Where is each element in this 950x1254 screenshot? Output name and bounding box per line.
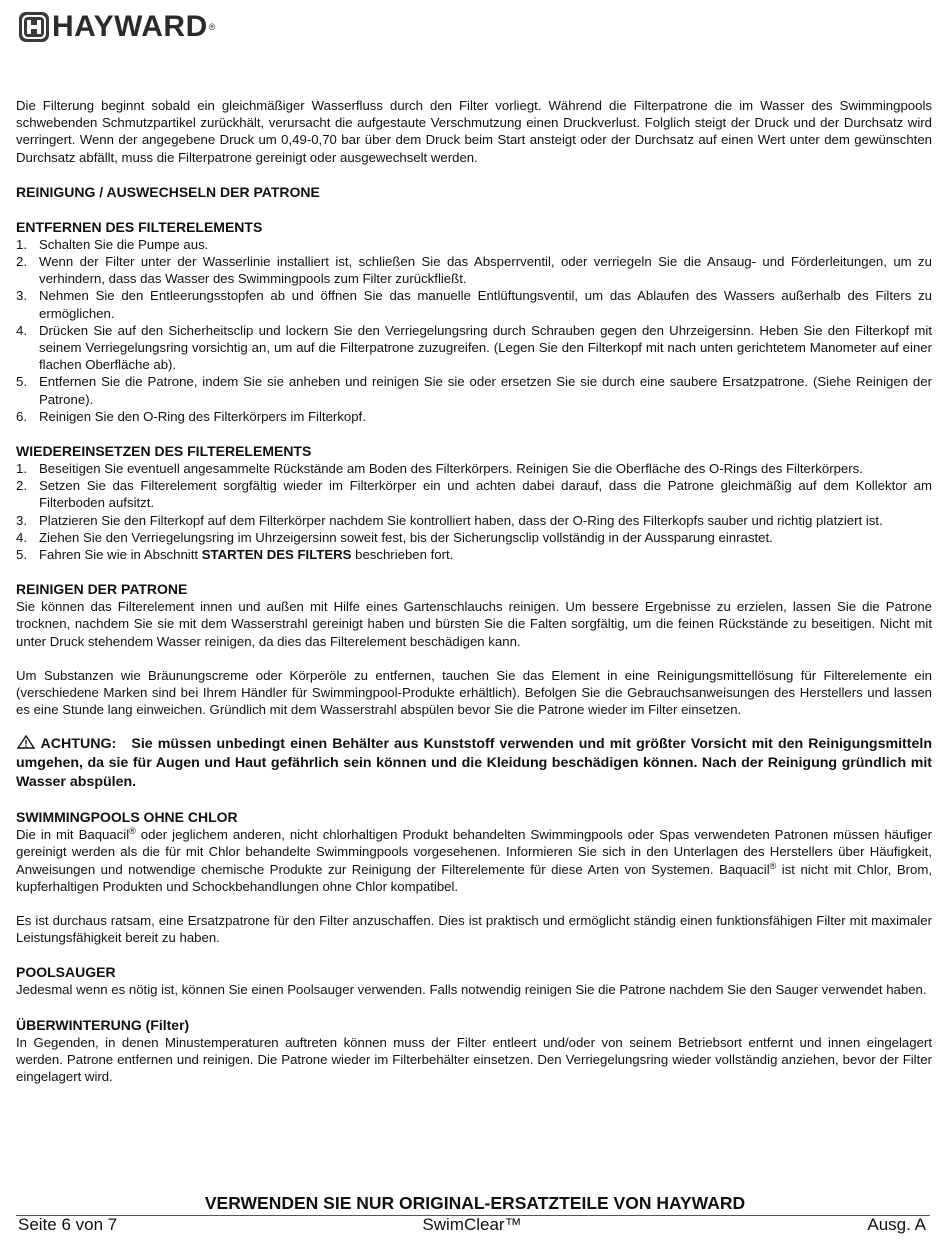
clean-paragraph-1: Sie können das Filterelement innen und außen mit Hilfe eines Gartenschlauchs reinigen. Um bessere Ergebnisse zu erzielen, lassen Sie die Patrone trocknen, nachdem Sie sie mit dem Wasserstrahl gereinigt haben und bürsten Sie die Falten sorgfältig, um die feinen Rückstände zu beseitigen. Nicht mit unter Druck stehendem Wasser reinigen, da dies das Filterelement beschädigen kann. <box>16 599 932 649</box>
warning-label: ACHTUNG: <box>40 736 117 753</box>
brand-name: HAYWARD <box>52 10 208 43</box>
list-item: 5. Fahren Sie wie in Abschnitt STARTEN DES FILTERS beschrieben fort. <box>16 547 454 563</box>
reinsert-heading: WIEDEREINSETZEN DES FILTERELEMENTS <box>16 443 312 460</box>
warning-triangle-icon <box>16 735 36 749</box>
remove-heading: ENTFERNEN DES FILTERELEMENTS <box>16 218 263 235</box>
winter-heading: ÜBERWINTERUNG (Filter) <box>16 1016 190 1033</box>
list-item: 3. Nehmen Sie den Entleerungsstopfen ab und öffnen Sie das manuelle Entlüftungsventil, um das Ablaufen des Wassers außerhalb des Filters zu ermöglichen. <box>16 288 932 321</box>
section-reference: STARTEN DES FILTERS <box>201 547 352 563</box>
chlorine-heading: SWIMMINGPOOLS OHNE CHLOR <box>16 809 238 826</box>
spare-cartridge-paragraph: Es ist durchaus ratsam, eine Ersatzpatrone für den Filter anzuschaffen. Dies ist praktisch und ermöglicht ständig einen funktionsfähigen Filter mit maximaler Leistungsfähigkeit bereit zu haben. <box>16 913 932 946</box>
remove-steps-list <box>16 236 932 425</box>
list-item: 4. Drücken Sie auf den Sicherheitsclip und lockern Sie den Verriegelungsring durch Schrauben gegen den Uhrzeigersinn. Heben Sie den Filterkopf mit seinem Verriegelungsring vorsichtig an, um auf die Filterpatrone zuzugreifen. (Legen Sie den Filterkopf mit nach unten gerichtetem Manometer auf einer flachen Oberfläche ab). <box>16 322 932 373</box>
registered-mark: ® <box>208 22 216 32</box>
reinsert-steps-list <box>16 460 932 563</box>
list-item: 2. Wenn der Filter unter der Wasserlinie installiert ist, schließen Sie das Absperrventil, oder verriegeln Sie die Ansaug- und Förderleitungen, um zu verhindern, dass das Wasser des Swimmingpools zum Filter zurückfließt. <box>16 254 932 287</box>
clean-paragraph-2: Um Substanzen wie Bräunungscreme oder Körperöle zu entfernen, tauchen Sie das Element in eine Reinigungsmittellösung für Filterelemente ein (verschiedene Marken sind bei Ihrem Händler für Swimmingpool-Produkte erhältlich). Befolgen Sie die Gebrauchsanweisungen des Herstellers und lassen es eine Stunde lang einweichen. Gründlich mit dem Wasserstrahl abspülen bevor Sie die Patrone wieder im Filter einsetzen. <box>16 667 932 718</box>
document-body <box>16 97 932 1085</box>
warning-text: Sie müssen unbedingt einen Behälter aus Kunststoff verwenden und mit größter Vorsicht mit den Reinigungsmitteln umgehen, da sie für Augen und Haut gefährlich sein können und die Kleidung beschädigen können. Nach der Reinigung gründlich mit Wasser abspülen. <box>16 736 932 790</box>
intro-paragraph: Die Filterung beginnt sobald ein gleichmäßiger Wasserfluss durch den Filter vorliegt. Während die Filterpatrone die im Wasser des Swimmingpools schwebenden Schmutzpartikel zurückhält, verursacht die aufgestaute Verschmutzung einen Druckverlust. Folglich steigt der Druck und der Durchsatz wird verringert. Wenn der angegebene Druck um 0,49-0,70 bar über dem Druck beim Start ansteigt oder der Durchsatz auf einen Wert unter dem gewünschten Durchsatz abfällt, muss die Filterpatrone gereinigt oder ausgewechselt werden. <box>16 98 932 165</box>
page-footer <box>18 1215 926 1235</box>
list-item: 3. Platzieren Sie den Filterkopf auf dem Filterkörper nachdem Sie kontrolliert haben, dass der O-Ring des Filterkopfs sauber und richtig platziert ist. <box>16 512 883 528</box>
list-item: 1. Schalten Sie die Pumpe aus. <box>16 236 209 252</box>
winter-paragraph: In Gegenden, in denen Minustemperaturen auftreten können muss der Filter entleert und/oder von seinem Betriebsort entfernt und innen eingelagert werden. Patrone entfernen und reinigen. Die Patrone wieder im Filterbehälter einsetzen. Den Verriegelungsring wieder vollständig anziehen, bevor der Filter eingelagert wird. <box>16 1034 932 1085</box>
page-number: Seite 6 von 7 <box>18 1215 118 1234</box>
product-name: SwimClear™ <box>422 1215 522 1234</box>
list-item: 4. Ziehen Sie den Verriegelungsring im Uhrzeigersinn soweit fest, bis der Sicherungsclip vollständig in der Aussparung einrastet. <box>16 529 773 545</box>
vacuum-heading: POOLSAUGER <box>16 964 116 981</box>
hayward-logo <box>18 10 215 44</box>
vacuum-paragraph: Jedesmal wenn es nötig ist, können Sie einen Poolsauger verwenden. Falls notwendig reinigen Sie die Patrone nachdem Sie den Sauger verwendet haben. <box>16 982 927 998</box>
edition-label: Ausg. A <box>867 1215 926 1234</box>
list-item: 1. Beseitigen Sie eventuell angesammelte Rückstände am Boden des Filterkörpers. Reinigen Sie die Oberfläche des O-Rings des Filterkörpers. <box>16 461 863 477</box>
list-item: 2. Setzen Sie das Filterelement sorgfältig wieder im Filterkörper ein und achten dabei darauf, dass die Patrone gleichmäßig auf dem Kollektor am Filterboden aufsitzt. <box>16 478 932 511</box>
spare-parts-notice: VERWENDEN SIE NUR ORIGINAL-ERSATZTEILE VON HAYWARD <box>204 1193 746 1213</box>
warning-block <box>16 735 932 791</box>
chlorine-paragraph: Die in mit Baquacil® oder jeglichem anderen, nicht chlorhaltigen Produkt behandelten Swimmingpools oder Spas verwendeten Patronen müssen häufiger gereinigt werden als die für mit Chlor behandelte Swimmingpools vorgesehenen. Informieren Sie sich in den Unterlagen des Herstellers über Häufigkeit, Anweisungen und notwendige chemische Produkte zur Reinigung der Filterelemente für diese Arten von Systemen. Baquacil® ist nicht mit Chlor, Brom, kupferhaltigen Produkten und Schockbehandlungen ohne Chlor kompatibel. <box>16 826 933 894</box>
hayward-logo-icon <box>18 11 50 43</box>
list-item: 5. Entfernen Sie die Patrone, indem Sie sie anheben und reinigen Sie sie oder ersetzen Sie sie durch eine saubere Ersatzpatrone. (Siehe Reinigen der Patrone). <box>16 374 932 407</box>
main-heading: REINIGUNG / AUSWECHSELN DER PATRONE <box>16 183 320 200</box>
list-item: 6. Reinigen Sie den O-Ring des Filterkörpers im Filterkopf. <box>16 408 366 424</box>
clean-heading: REINIGEN DER PATRONE <box>16 581 188 598</box>
